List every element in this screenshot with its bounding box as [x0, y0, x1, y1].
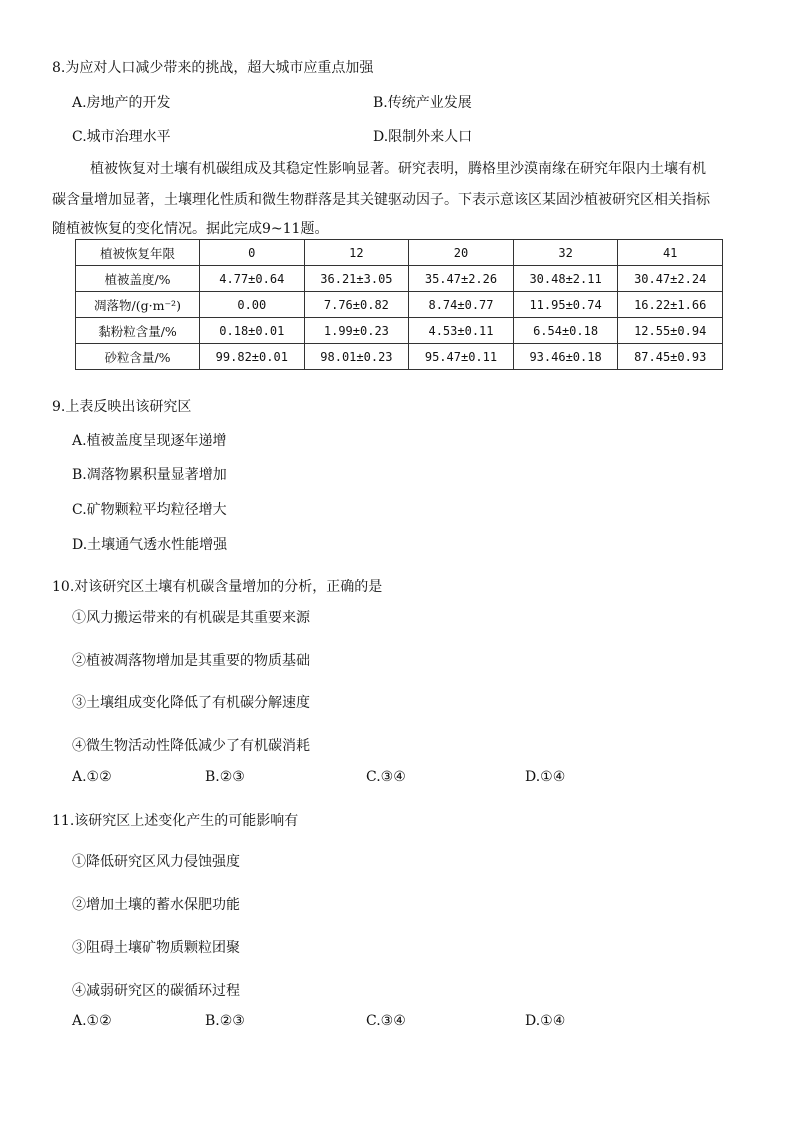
table-header-cell: 植被恢复年限 — [76, 240, 200, 266]
table-cell: 4.77±0.64 — [200, 266, 305, 292]
vegetation-data-table — [75, 239, 723, 370]
table-row-label: 砂粒含量/% — [76, 344, 200, 370]
table-cell: 4.53±0.11 — [409, 318, 514, 344]
question-8-stem: 8.为应对人口减少带来的挑战，超大城市应重点加强 — [52, 60, 374, 76]
question-10-option-c[interactable]: C.③④ — [366, 769, 406, 785]
question-9-option-c[interactable]: C.矿物颗粒平均粒径增大 — [72, 502, 227, 518]
question-11-item-1: ①降低研究区风力侵蚀强度 — [72, 854, 240, 870]
table-cell: 6.54±0.18 — [513, 318, 618, 344]
table-header-row — [76, 240, 723, 266]
table-row — [76, 344, 723, 370]
table-cell: 16.22±1.66 — [618, 292, 723, 318]
question-8-option-a[interactable]: A.房地产的开发 — [72, 95, 171, 111]
question-11-option-b[interactable]: B.②③ — [205, 1013, 245, 1029]
question-10-option-a[interactable]: A.①② — [72, 769, 112, 785]
table-cell: 11.95±0.74 — [513, 292, 618, 318]
question-11-item-3: ③阻碍土壤矿物质颗粒团聚 — [72, 940, 240, 956]
passage-line-2: 碳含量增加显著，土壤理化性质和微生物群落是其关键驱动因子。下表示意该区某固沙植被研究区相关指标 — [52, 192, 710, 208]
question-10-item-1: ①风力搬运带来的有机碳是其重要来源 — [72, 610, 310, 626]
table-header-cell: 20 — [409, 240, 514, 266]
table-cell: 36.21±3.05 — [304, 266, 409, 292]
question-10-option-d[interactable]: D.①④ — [525, 769, 566, 785]
table-cell: 87.45±0.93 — [618, 344, 723, 370]
table-row-label: 植被盖度/% — [76, 266, 200, 292]
table-row — [76, 266, 723, 292]
question-10-item-4: ④微生物活动性降低减少了有机碳消耗 — [72, 738, 310, 754]
table-cell: 8.74±0.77 — [409, 292, 514, 318]
table-cell: 12.55±0.94 — [618, 318, 723, 344]
question-8-option-c[interactable]: C.城市治理水平 — [72, 129, 171, 145]
passage-line-3: 随植被恢复的变化情况。据此完成9~11题。 — [52, 221, 329, 237]
question-11-stem: 11.该研究区上述变化产生的可能影响有 — [52, 813, 299, 829]
table-cell: 0.00 — [200, 292, 305, 318]
table-header-cell: 0 — [200, 240, 305, 266]
question-11-item-2: ②增加土壤的蓄水保肥功能 — [72, 897, 240, 913]
table-cell: 99.82±0.01 — [200, 344, 305, 370]
question-11-option-a[interactable]: A.①② — [72, 1013, 112, 1029]
table-cell: 98.01±0.23 — [304, 344, 409, 370]
table-cell: 35.47±2.26 — [409, 266, 514, 292]
table-cell: 93.46±0.18 — [513, 344, 618, 370]
question-11-option-c[interactable]: C.③④ — [366, 1013, 406, 1029]
question-8-option-b[interactable]: B.传统产业发展 — [373, 95, 472, 111]
table-cell: 30.48±2.11 — [513, 266, 618, 292]
table-cell: 95.47±0.11 — [409, 344, 514, 370]
table-header-cell: 32 — [513, 240, 618, 266]
question-9-option-d[interactable]: D.土壤通气透水性能增强 — [72, 537, 228, 553]
question-10-stem: 10.对该研究区土壤有机碳含量增加的分析，正确的是 — [52, 579, 383, 595]
table-header-cell: 41 — [618, 240, 723, 266]
question-11-option-d[interactable]: D.①④ — [525, 1013, 566, 1029]
table-cell: 1.99±0.23 — [304, 318, 409, 344]
table-cell: 30.47±2.24 — [618, 266, 723, 292]
table-cell: 7.76±0.82 — [304, 292, 409, 318]
table-row — [76, 292, 723, 318]
table-row-label: 黏粉粒含量/% — [76, 318, 200, 344]
question-9-option-a[interactable]: A.植被盖度呈现逐年递增 — [72, 433, 227, 449]
question-9-option-b[interactable]: B.凋落物累积量显著增加 — [72, 467, 227, 483]
question-9-stem: 9.上表反映出该研究区 — [52, 399, 192, 415]
question-8-option-d[interactable]: D.限制外来人口 — [373, 129, 473, 145]
passage-line-1: 植被恢复对土壤有机碳组成及其稳定性影响显著。研究表明，腾格里沙漠南缘在研究年限内土壤有机 — [90, 161, 706, 177]
table-cell: 0.18±0.01 — [200, 318, 305, 344]
question-11-item-4: ④减弱研究区的碳循环过程 — [72, 983, 240, 999]
table-row-label: 凋落物/(g·m⁻²) — [76, 292, 200, 318]
question-10-item-2: ②植被凋落物增加是其重要的物质基础 — [72, 653, 310, 669]
table-row — [76, 318, 723, 344]
table-header-cell: 12 — [304, 240, 409, 266]
question-10-item-3: ③土壤组成变化降低了有机碳分解速度 — [72, 695, 310, 711]
question-10-option-b[interactable]: B.②③ — [205, 769, 245, 785]
